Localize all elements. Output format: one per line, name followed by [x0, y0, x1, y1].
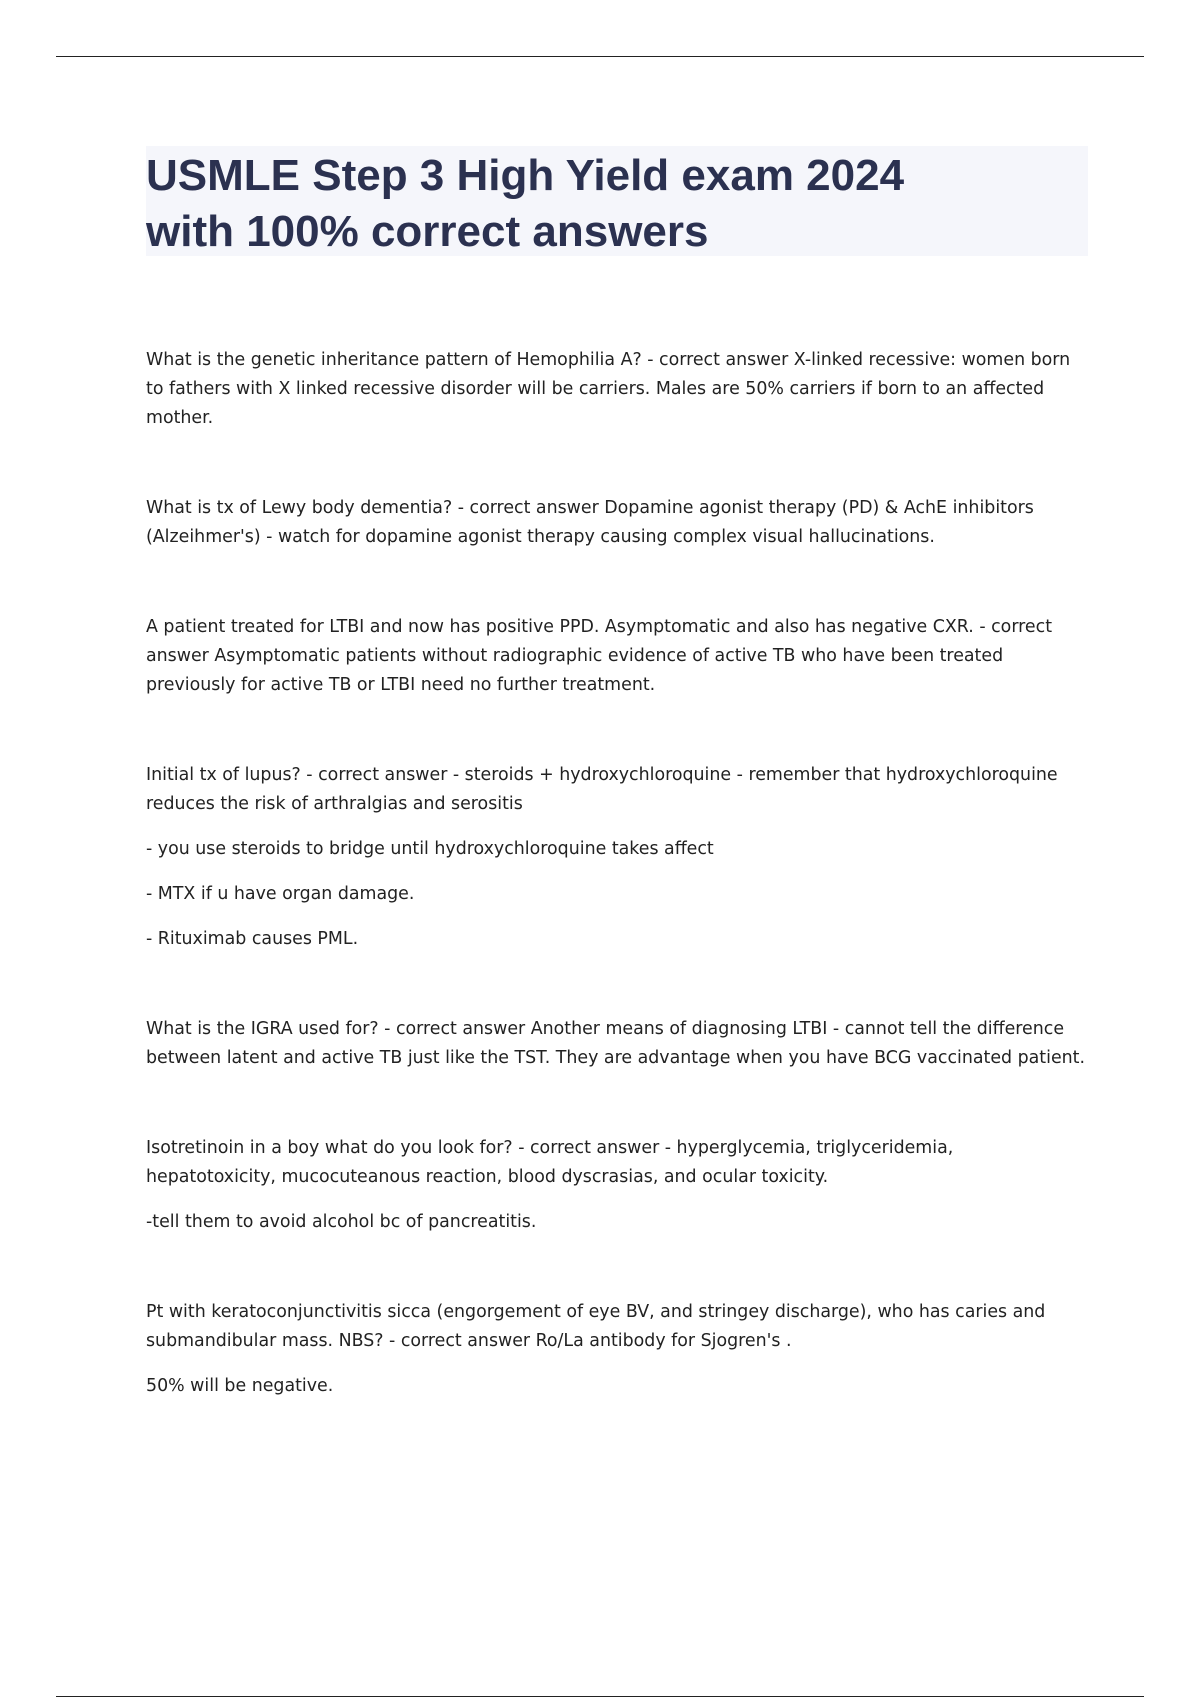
qa-question: What is the IGRA used for? - correct answer Another means of diagnosing LTBI - cannot tell the difference between latent and active TB just like the TST. They are advantage when you have BCG vaccinated patient. [146, 1019, 1086, 1068]
qa-item-6 [146, 1134, 1086, 1237]
qa-question: Initial tx of lupus? - correct answer - steroids + hydroxychloroquine - remember that hydroxychloroquine reduces the risk of arthralgias and serositis [146, 765, 1058, 814]
qa-note: 50% will be negative. [146, 1376, 334, 1396]
qa-note: -tell them to avoid alcohol bc of pancreatitis. [146, 1212, 537, 1232]
qa-question: What is the genetic inheritance pattern of Hemophilia A? - correct answer X-linked recessive: women born to fathers with X linked recessive disorder will be carriers. Males are 50% carriers if born to an affected mother. [146, 350, 1071, 428]
header-rule [56, 56, 1144, 57]
qa-item-4 [146, 761, 1086, 954]
qa-question: What is tx of Lewy body dementia? - correct answer Dopamine agonist therapy (PD) & AchE inhibitors (Alzeihmer's) - watch for dopamine agonist therapy causing complex visual hallucinations. [146, 498, 1034, 547]
qa-item-3 [146, 613, 1086, 700]
qa-question: Isotretinoin in a boy what do you look for? - correct answer - hyperglycemia, triglyceridemia, hepatotoxicity, mucocuteanous reaction, blood dyscrasias, and ocular toxicity. [146, 1138, 954, 1187]
qa-item-5 [146, 1015, 1086, 1073]
qa-note: - Rituximab causes PML. [146, 929, 359, 949]
qa-question: A patient treated for LTBI and now has positive PPD. Asymptomatic and also has negative CXR. - correct answer Asymptomatic patients without radiographic evidence of active TB who have been treated previously for active TB or LTBI need no further treatment. [146, 617, 1053, 695]
qa-list [146, 346, 1086, 1462]
qa-note: - you use steroids to bridge until hydroxychloroquine takes affect [146, 839, 714, 859]
qa-question: Pt with keratoconjunctivitis sicca (engorgement of eye BV, and stringey discharge), who has caries and submandibular mass. NBS? - correct answer Ro/La antibody for Sjogren's . [146, 1302, 1046, 1351]
footer-rule [56, 1696, 1144, 1697]
qa-item-2 [146, 494, 1086, 552]
qa-item-1 [146, 346, 1086, 433]
qa-item-7 [146, 1298, 1086, 1401]
qa-note: - MTX if u have organ damage. [146, 884, 415, 904]
document-title: USMLE Step 3 High Yield exam 2024 with 100% correct answers [146, 151, 905, 256]
